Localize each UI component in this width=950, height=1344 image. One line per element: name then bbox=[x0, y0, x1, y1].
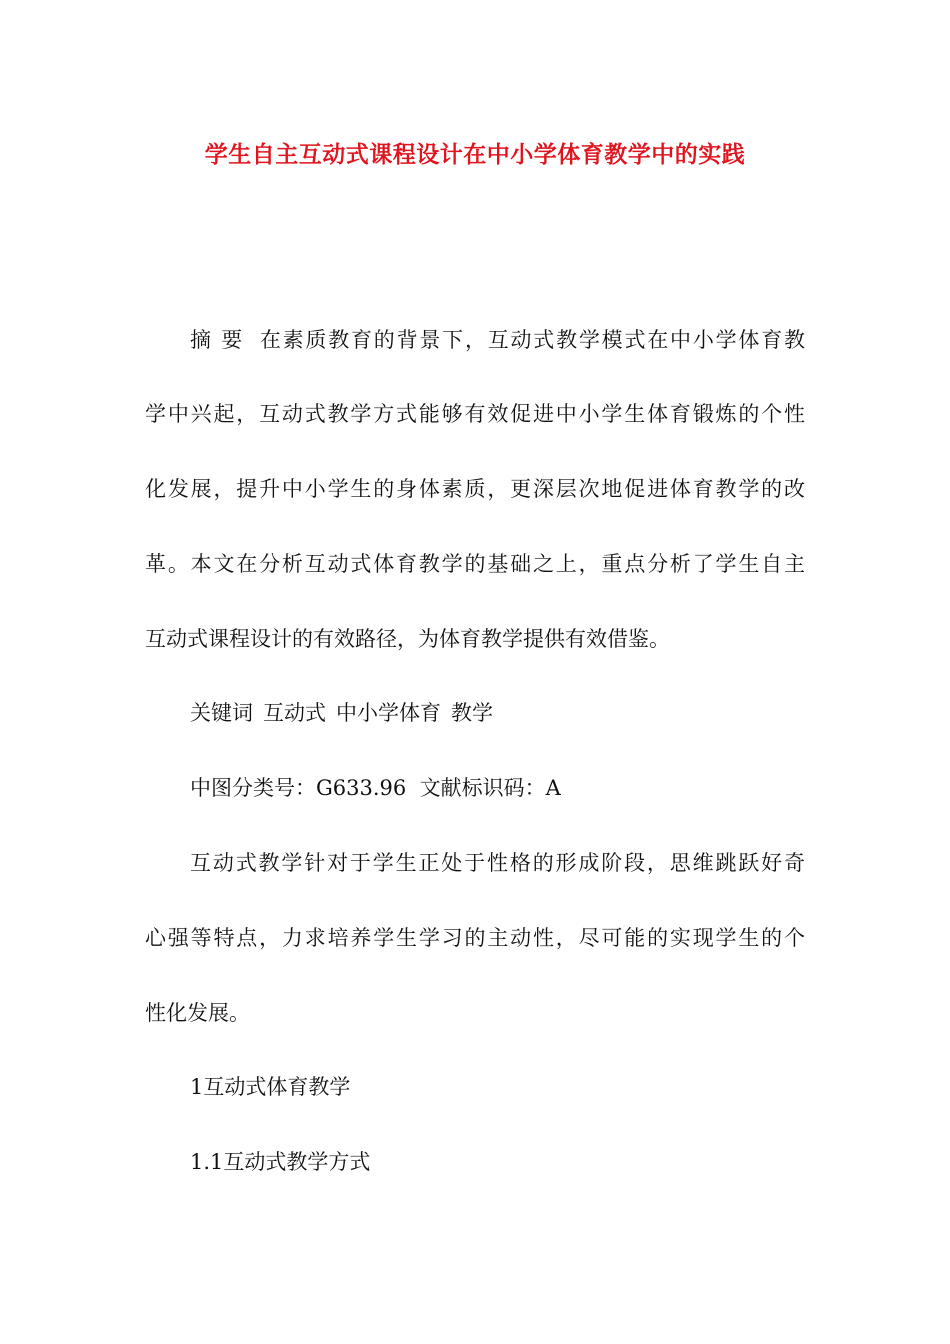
document-title: 学生自主互动式课程设计在中小学体育教学中的实践 bbox=[204, 141, 746, 168]
intro-line-2: 心强等特点，力求培养学生学习的主动性，尽可能的实现学生的个 bbox=[145, 926, 805, 950]
abstract-label: 摘 要 bbox=[190, 328, 245, 352]
abstract-line-1 bbox=[190, 325, 805, 355]
keyword-item: 中小学体育 bbox=[336, 701, 441, 725]
abstract-text-1: 在素质教育的背景下，互动式教学模式在中小学体育教 bbox=[258, 328, 805, 352]
section-heading-1-1: 1.1互动式教学方式 bbox=[190, 1150, 371, 1174]
abstract-line-5: 互动式课程设计的有效路径，为体育教学提供有效借鉴。 bbox=[145, 627, 670, 651]
keyword-item: 教学 bbox=[451, 701, 493, 725]
keywords-line bbox=[190, 698, 805, 728]
classification-line: 中图分类号：G633.96 文献标识码：A bbox=[190, 776, 561, 800]
abstract-line-3: 化发展，提升中小学生的身体素质，更深层次地促进体育教学的改 bbox=[145, 477, 805, 501]
keywords-label: 关键词 bbox=[190, 701, 253, 725]
abstract-line-2: 学中兴起，互动式教学方式能够有效促进中小学生体育锻炼的个性 bbox=[145, 402, 805, 426]
intro-line-1: 互动式教学针对于学生正处于性格的形成阶段，思维跳跃好奇 bbox=[190, 851, 805, 875]
keyword-item: 互动式 bbox=[263, 701, 326, 725]
abstract-line-4: 革。本文在分析互动式体育教学的基础之上，重点分析了学生自主 bbox=[145, 552, 805, 576]
section-heading-1: 1互动式体育教学 bbox=[190, 1075, 351, 1099]
intro-line-3: 性化发展。 bbox=[145, 1001, 250, 1025]
